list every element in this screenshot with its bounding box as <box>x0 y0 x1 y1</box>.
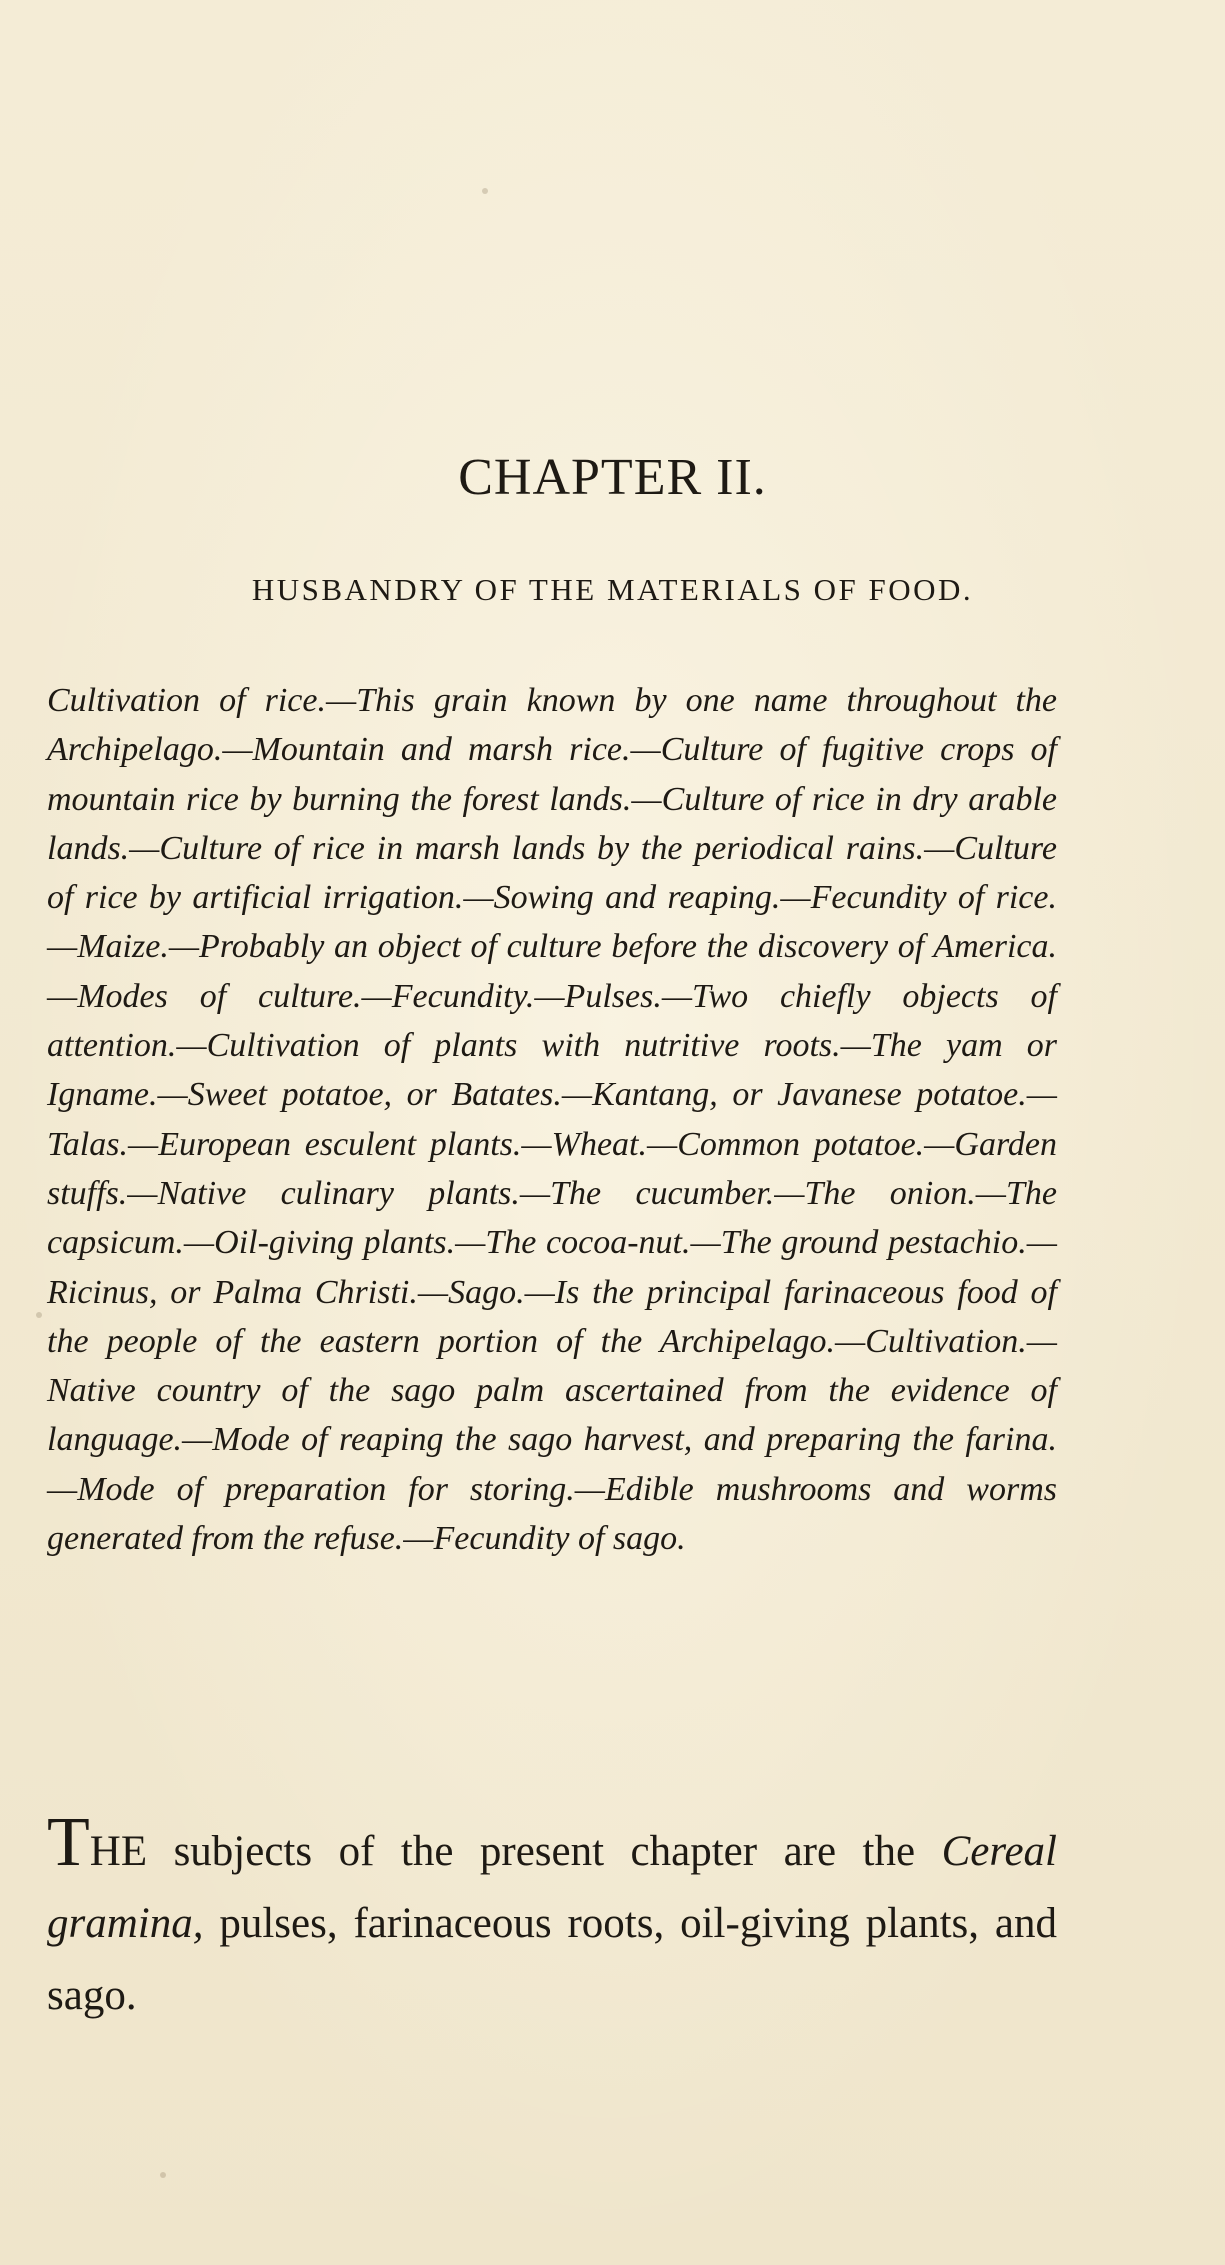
paper-speck <box>160 2172 166 2178</box>
paper-speck <box>36 1312 42 1318</box>
paragraph-italic-1: Cereal gramina, <box>47 1828 1057 1947</box>
chapter-title: CHAPTER II. <box>458 449 767 506</box>
paragraph-text-2: pulses, farinaceous roots, oil-giving plants, and sago. <box>47 1900 1057 2019</box>
chapter-subtitle: HUSBANDRY OF THE MATERIALS OF FOOD. <box>251 572 974 607</box>
paper-speck <box>482 188 488 194</box>
first-word-rest: HE <box>89 1828 148 1875</box>
drop-cap: T <box>47 1804 90 1881</box>
paragraph-text-1: subjects of the present chapter are the <box>147 1828 942 1875</box>
chapter-synopsis: Cultivation of rice.—This grain known by one name throughout the Archipelago.—Mountain and marsh rice.—Culture of fugitive crops of mountain rice by burning the forest lands.—Culture of rice in dry arable lands.—Culture of rice in marsh lands by the periodical rains.—Culture of rice by artificial irrigation.—Sowing and reaping.—Fecundity of rice.—Maize.—Probably an object of culture before the discovery of America.—Modes of culture.—Fecundity.—Pulses.—Two chiefly objects of attention.—Cultivation of plants with nutritive roots.—The yam or Igname.—Sweet potatoe, or Batates.—Kantang, or Javanese potatoe.—Talas.—European esculent plants.—Wheat.—Common potatoe.—Garden stuffs.—Native culinary plants.—The cucumber.—The onion.—The capsicum.—Oil-giving plants.—The cocoa-nut.—The ground pestachio.—Ricinus, or Palma Christi.—Sago.—Is the principal farinaceous food of the people of the eastern portion of the Archipelago.—Cultivation.—Native country of the sago palm ascertained from the evidence of language.—Mode of reaping the sago harvest, and preparing the farina.—Mode of preparation for storing.—Edible mushrooms and worms generated from the refuse.—Fecundity of sago. <box>47 682 1057 1558</box>
opening-paragraph <box>47 1804 1057 2032</box>
